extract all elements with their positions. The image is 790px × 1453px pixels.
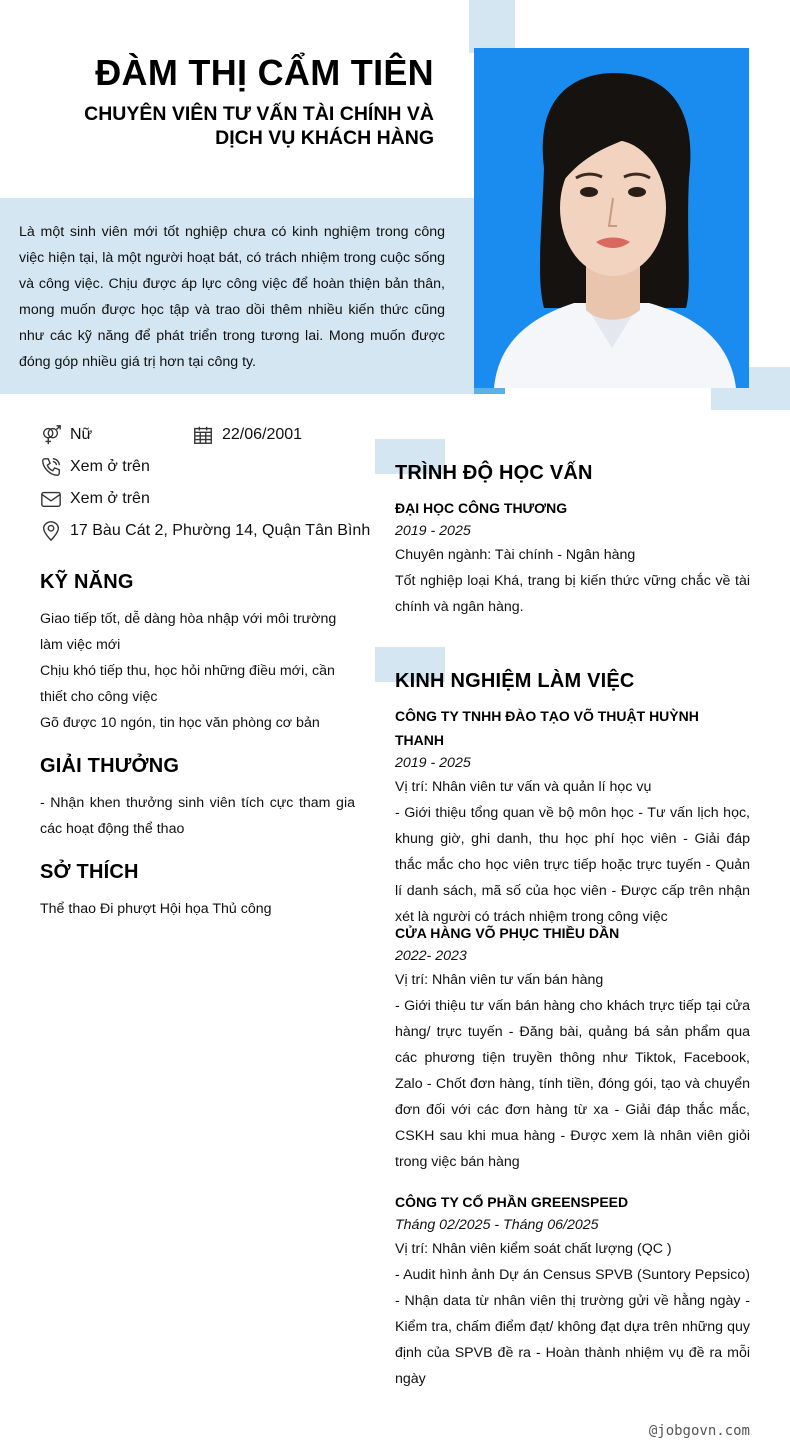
education-major: Chuyên ngành: Tài chính - Ngân hàng — [395, 547, 636, 563]
job-company: CỬA HÀNG VÕ PHỤC THIỀU DẦN — [395, 925, 620, 941]
school-name: ĐẠI HỌC CÔNG THƯƠNG — [395, 500, 568, 516]
job-company: CÔNG TY TNHH ĐÀO TẠO VÕ THUẬT HUỲNH THANH — [395, 708, 699, 748]
gender-icon — [40, 424, 62, 446]
job-entry — [395, 704, 750, 930]
job-period: 2019 - 2025 — [395, 755, 471, 771]
footer-watermark: @jobgovn.com — [648, 1423, 750, 1439]
phone-icon — [40, 456, 62, 478]
birthdate-row — [192, 424, 302, 446]
education-period: 2019 - 2025 — [395, 523, 471, 539]
email-row — [40, 488, 150, 510]
skill-item: Chịu khó tiếp thu, học hỏi những điều mới, cần thiết cho công việc — [40, 663, 335, 705]
gender-row — [40, 424, 92, 446]
skill-item: Gõ được 10 ngón, tin học văn phòng cơ bản — [40, 715, 320, 731]
award-item: - Nhận khen thưởng sinh viên tích cực tham gia các hoạt động thể thao — [40, 795, 355, 837]
job-position: Vị trí: Nhân viên tư vấn bán hàng — [395, 972, 604, 988]
awards-title: GIẢI THƯỞNG — [40, 755, 180, 777]
job-description: - Giới thiệu tổng quan về bộ môn học - Tư vấn lịch học, khung giờ, ghi danh, thu học phí học viên - Giải đáp thắc mắc cho học viên trực tiếp hoặc trực tuyến - Quản lí danh sách, mã số của học viên - Được cấp trên nhận xét là người có trách nhiệm trong công việc — [395, 805, 750, 925]
skill-item: Giao tiếp tốt, dễ dàng hòa nhập với môi trường làm việc mới — [40, 611, 337, 653]
email-icon — [40, 488, 62, 510]
job-company: CÔNG TY CỔ PHẦN GREENSPEED — [395, 1194, 629, 1210]
job-entry — [395, 921, 750, 1175]
education-description: Tốt nghiệp loại Khá, trang bị kiến thức vững chắc về tài chính và ngân hàng. — [395, 573, 750, 615]
location-icon — [40, 520, 62, 542]
job-period: Tháng 02/2025 - Tháng 06/2025 — [395, 1217, 599, 1233]
job-entry — [395, 1190, 750, 1392]
job-description: - Giới thiệu tư vấn bán hàng cho khách trực tiếp tại cửa hàng/ trực tuyến - Đăng bài, quảng bá sản phẩm qua các phương tiện truyền thông như Tiktok, Facebook, Zalo - Chốt đơn hàng, tính tiền, đóng gói, tạo và chuyển đơn đối với các đơn hàng từ xa - Giải đáp thắc mắc, CSKH sau khi mua hàng - Được xem là nhân viên giỏi trong việc bán hàng — [395, 998, 750, 1170]
calendar-icon — [192, 424, 214, 446]
profile-photo — [474, 48, 749, 388]
email-value: Xem ở trên — [70, 490, 150, 507]
job-description: - Audit hình ảnh Dự án Census SPVB (Suntory Pepsico) - Nhận data từ nhân viên thị trường gửi về hằng ngày - Kiểm tra, chấm điểm đạt/ không đạt dựa trên những quy định của SPVB đề ra - Hoàn thành nhiệm vụ đề ra mỗi ngày — [395, 1267, 750, 1387]
job-position: Vị trí: Nhân viên kiểm soát chất lượng (QC ) — [395, 1241, 672, 1257]
phone-row — [40, 456, 150, 478]
education-title: TRÌNH ĐỘ HỌC VẤN — [395, 462, 593, 484]
gender-value: Nữ — [70, 426, 93, 443]
hobbies-title: SỞ THÍCH — [40, 861, 139, 883]
summary-text: Là một sinh viên mới tốt nghiệp chưa có kinh nghiệm trong công việc hiện tại, là một người hoạt bát, có trách nhiệm trong cuộc sống và công việc. Chịu được áp lực công việc để hoàn thiện bản thân, mong muốn được học tập và trao dồi thêm nhiều kiến thức cũng như các kỹ năng để phát triển trong tương lai. Mong muốn được đóng góp nhiều giá trị hơn tại công ty. — [19, 224, 445, 370]
phone-value: Xem ở trên — [70, 458, 150, 475]
candidate-name: ĐÀM THỊ CẨM TIÊN — [95, 52, 434, 93]
experience-title: KINH NGHIỆM LÀM VIỆC — [395, 670, 635, 692]
birthdate-value: 22/06/2001 — [222, 426, 303, 443]
job-position: Vị trí: Nhân viên tư vấn và quản lí học vụ — [395, 779, 652, 795]
skills-title: KỸ NĂNG — [40, 571, 134, 593]
address-row — [40, 520, 370, 542]
decor-block-top — [469, 0, 515, 53]
job-period: 2022- 2023 — [395, 948, 467, 964]
address-value: 17 Bàu Cát 2, Phường 14, Quận Tân Bình — [70, 522, 371, 539]
job-title: CHUYÊN VIÊN TƯ VẤN TÀI CHÍNH VÀ DỊCH VỤ KHÁCH HÀNG — [84, 103, 434, 149]
hobbies-text: Thể thao Đi phượt Hội họa Thủ công — [40, 901, 272, 917]
education-block — [395, 496, 750, 620]
